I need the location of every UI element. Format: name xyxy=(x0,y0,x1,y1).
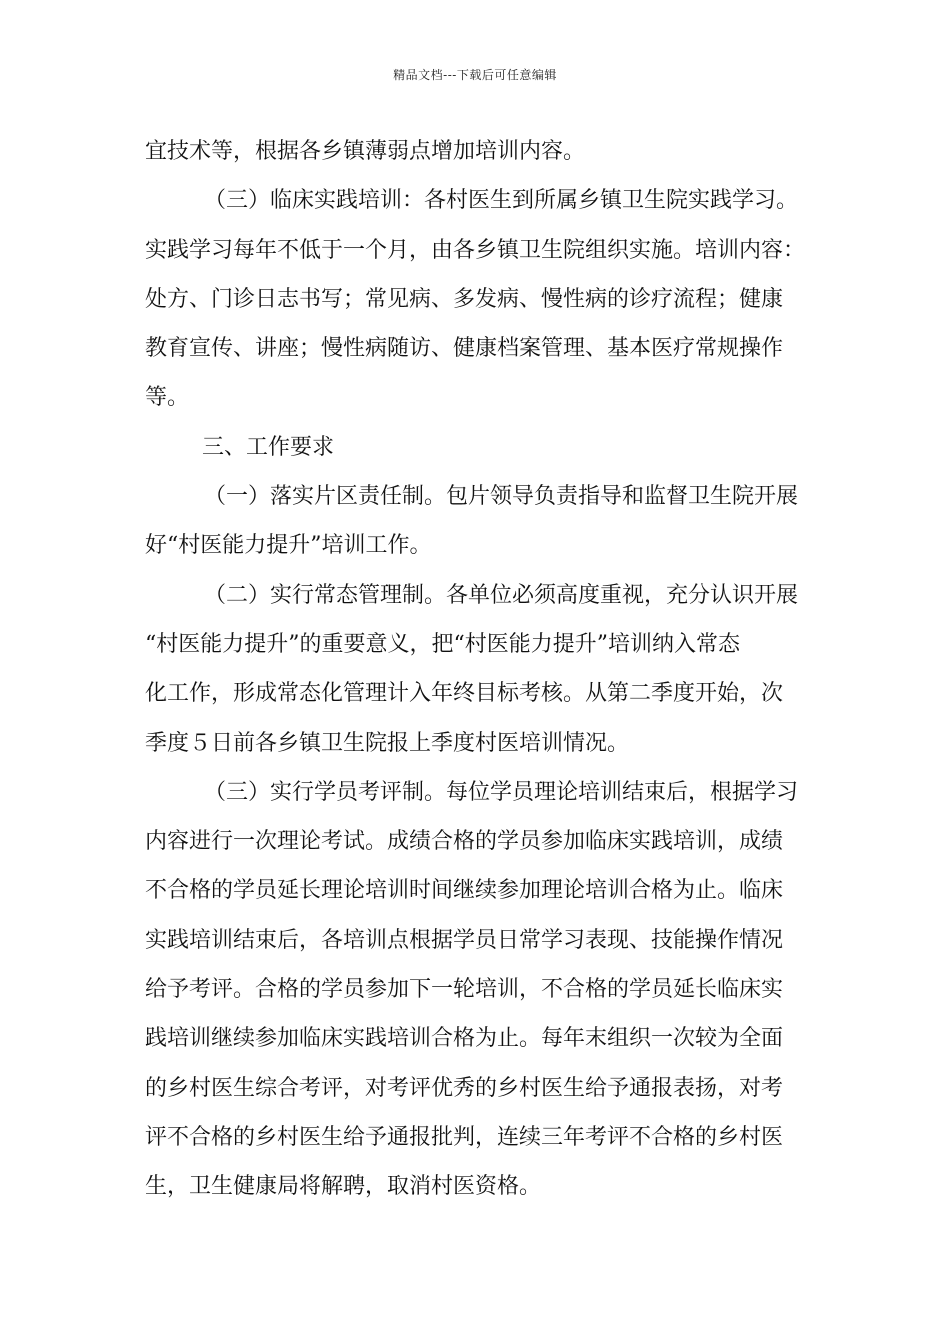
text-line: 好“村医能力提升”培训工作。 xyxy=(145,533,432,559)
text-line: 教育宣传、讲座；慢性病随访、健康档案管理、基本医疗常规操作 xyxy=(145,336,784,362)
text-line: 的乡村医生综合考评，对考评优秀的乡村医生给予通报表扬，对考 xyxy=(145,1075,784,1101)
text-line: 实践培训结束后，各培训点根据学员日常学习表现、技能操作情况 xyxy=(145,927,784,953)
text-line: 季度５日前各乡镇卫生院报上季度村医培训情况。 xyxy=(145,730,630,756)
section-heading: 三、工作要求 xyxy=(202,434,335,460)
text-line: （一）落实片区责任制。包片领导负责指导和监督卫生院开展 xyxy=(204,484,799,510)
text-line: 化工作，形成常态化管理计入年终目标考核。从第二季度开始，次 xyxy=(145,681,784,707)
text-line: 评不合格的乡村医生给予通报批判，连续三年考评不合格的乡村医 xyxy=(145,1124,784,1150)
page-header: 精品文档---下载后可任意编辑 xyxy=(393,68,557,82)
text-line: 实践学习每年不低于一个月，由各乡镇卫生院组织实施。培训内容： xyxy=(145,237,806,263)
text-line: 宜技术等，根据各乡镇薄弱点增加培训内容。 xyxy=(145,139,586,164)
text-line: 践培训继续参加临床实践培训合格为止。每年末组织一次较为全面 xyxy=(145,1026,784,1052)
text-line: “村医能力提升”的重要意义，把“村医能力提升”培训纳入常态 xyxy=(145,631,740,657)
text-line: （二）实行常态管理制。各单位必须高度重视，充分认识开展 xyxy=(204,582,799,608)
text-line: 不合格的学员延长理论培训时间继续参加理论培训合格为止。临床 xyxy=(145,878,784,904)
text-line: 给予考评。合格的学员参加下一轮培训，不合格的学员延长临床实 xyxy=(145,977,784,1003)
text-line: 等。 xyxy=(145,385,190,411)
text-line: 生，卫生健康局将解聘，取消村医资格。 xyxy=(145,1174,542,1200)
document-body xyxy=(145,127,825,1212)
text-line: 内容进行一次理论考试。成绩合格的学员参加临床实践培训，成绩 xyxy=(145,829,784,855)
text-line: （三）实行学员考评制。每位学员理论培训结束后，根据学习 xyxy=(204,779,799,805)
text-line: 处方、门诊日志书写；常见病、多发病、慢性病的诊疗流程；健康 xyxy=(145,286,784,312)
text-line: （三）临床实践培训：各村医生到所属乡镇卫生院实践学习。 xyxy=(204,188,799,214)
